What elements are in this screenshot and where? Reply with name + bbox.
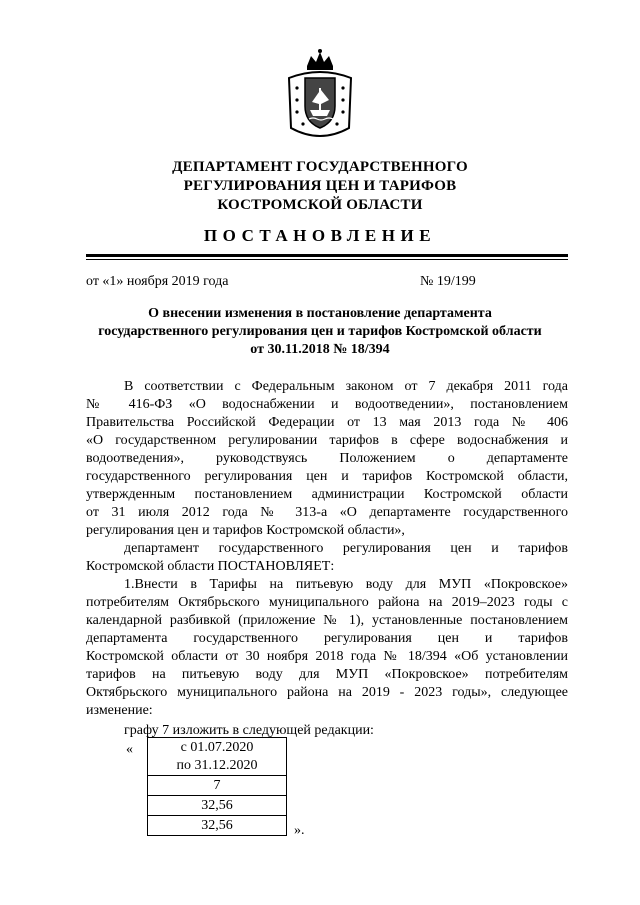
- body-line: водоотведения», руководствуясь Положением о департаменте: [86, 451, 568, 466]
- body-line: календарной разбивкой (приложение № 1), установленные постановлением: [86, 613, 568, 628]
- department-line-1: ДЕПАРТАМЕНТ ГОСУДАРСТВЕННОГО: [172, 159, 468, 175]
- body-line: потребителям Октябрьского муниципального района на 2019–2023 годы с: [86, 595, 568, 610]
- department-line-3: КОСТРОМСКОЙ ОБЛАСТИ: [217, 197, 423, 213]
- department-name: [0, 158, 640, 215]
- table-cell-period: [148, 738, 287, 776]
- body-line: от 31 июля 2012 года № 313-а «О департаменте государственного: [86, 505, 568, 520]
- document-subject: [70, 305, 570, 359]
- body-line: Костромской области от 30 ноября 2018 года № 18/394 «Об установлении: [86, 649, 568, 664]
- period-to: по 31.12.2020: [176, 757, 258, 773]
- table-row: [148, 796, 287, 816]
- body-line: Костромской области ПОСТАНОВЛЯЕТ:: [86, 559, 335, 574]
- body-line: № 416-ФЗ «О водоснабжении и водоотведении», постановлением: [86, 397, 568, 412]
- department-line-2: РЕГУЛИРОВАНИЯ ЦЕН И ТАРИФОВ: [183, 178, 457, 194]
- table-cell-column-number: 7: [148, 776, 287, 796]
- document-type-title: ПОСТАНОВЛЕНИЕ: [203, 226, 437, 245]
- body-line: Правительства Российской Федерации от 13 мая 2013 года № 406: [86, 415, 568, 430]
- body-line: 1.Внести в Тарифы на питьевую воду для МУП «Покровское»: [124, 577, 568, 592]
- period-from: с 01.07.2020: [180, 739, 254, 755]
- header-divider-thick: [86, 254, 568, 257]
- body-line: департамент государственного регулирования цен и тарифов: [124, 541, 568, 556]
- subject-line-3: от 30.11.2018 № 18/394: [250, 342, 390, 357]
- body-line: утвержденным постановлением администрации Костромской области: [86, 487, 568, 502]
- table-quote-open: «: [126, 742, 133, 757]
- body-line: изменение:: [86, 703, 153, 718]
- table-row: [148, 816, 287, 836]
- header-divider-thin: [86, 259, 568, 260]
- body-line: В соответствии с Федеральным законом от 7 декабря 2011 года: [124, 379, 568, 394]
- table-cell-value: 32,56: [148, 816, 287, 836]
- table-row: [148, 738, 287, 776]
- document-number: № 19/199: [420, 274, 476, 289]
- body-line: департамента государственного регулирования цен и тарифов: [86, 631, 568, 646]
- body-line: тарифов на питьевую воду для МУП «Покровское» потребителям: [86, 667, 568, 682]
- body-line: графу 7 изложить в следующей редакции:: [124, 723, 374, 738]
- document-date: от «1» ноября 2019 года: [86, 274, 229, 289]
- table-cell-value: 32,56: [148, 796, 287, 816]
- body-line: государственного регулирования цен и тарифов Костромской области,: [86, 469, 568, 484]
- coat-of-arms-emblem: [283, 48, 357, 144]
- subject-line-2: государственного регулирования цен и тарифов Костромской области: [98, 324, 542, 339]
- body-line: регулирования цен и тарифов Костромской области»,: [86, 523, 405, 538]
- tariff-table: [147, 737, 287, 836]
- table-row: [148, 776, 287, 796]
- body-line: Октябрьского муниципального района на 2019 - 2023 годы», следующее: [86, 685, 568, 700]
- body-line: «О государственном регулировании тарифов в сфере водоснабжения и: [86, 433, 568, 448]
- subject-line-1: О внесении изменения в постановление департамента: [148, 306, 492, 321]
- table-quote-close: ».: [294, 823, 305, 838]
